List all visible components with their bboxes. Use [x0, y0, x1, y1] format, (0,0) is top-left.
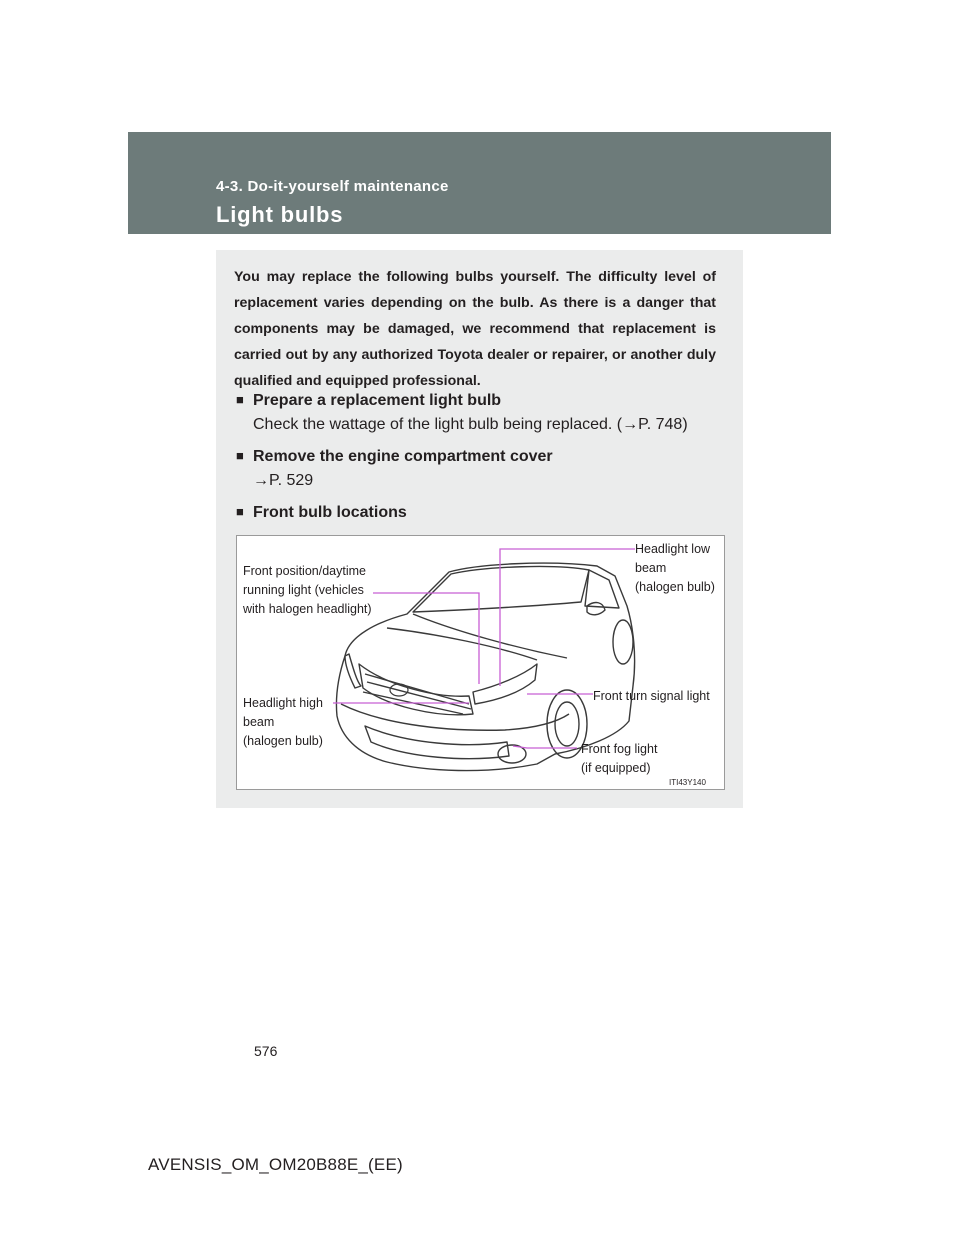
page-number: 576	[254, 1043, 278, 1059]
heading-front-bulb-locations: ■ Front bulb locations	[236, 504, 407, 521]
bullet-square-icon: ■	[236, 392, 244, 407]
bullet-square-icon: ■	[236, 448, 244, 463]
intro-paragraph: You may replace the following bulbs yourself. The difficulty level of replacement varies depending on the bulb. As there is a danger that components may be damaged, we recommend that replacement is carried out by any authorized Toyota dealer or repairer, or another duly qualified and equipped professional.	[234, 269, 716, 389]
remove-cover-ref: →P. 529	[253, 472, 314, 489]
page-title: Light bulbs	[216, 202, 344, 227]
figure-code: ITI43Y140	[669, 778, 706, 787]
heading-remove-cover: ■ Remove the engine compartment cover	[236, 448, 553, 465]
callout-front-position-light: Front position/daytime running light (vehicles with halogen headlight)	[243, 564, 372, 616]
section-header	[128, 132, 831, 234]
callout-front-fog-light: Front fog light (if equipped)	[581, 742, 658, 775]
bullet-square-icon: ■	[236, 504, 244, 519]
prepare-bulb-text: Check the wattage of the light bulb being replaced. (→P. 748)	[253, 416, 688, 433]
callout-headlight-low-beam: Headlight low beam (halogen bulb)	[635, 542, 715, 594]
document-code: AVENSIS_OM_OM20B88E_(EE)	[148, 1155, 403, 1174]
callout-front-turn-signal: Front turn signal light	[593, 689, 710, 703]
front-bulb-diagram	[236, 535, 725, 790]
callout-headlight-high-beam: Headlight high beam (halogen bulb)	[243, 696, 323, 748]
heading-prepare-bulb: ■ Prepare a replacement light bulb	[236, 392, 502, 409]
content-panel	[216, 250, 743, 808]
section-label: 4-3. Do-it-yourself maintenance	[216, 178, 449, 195]
